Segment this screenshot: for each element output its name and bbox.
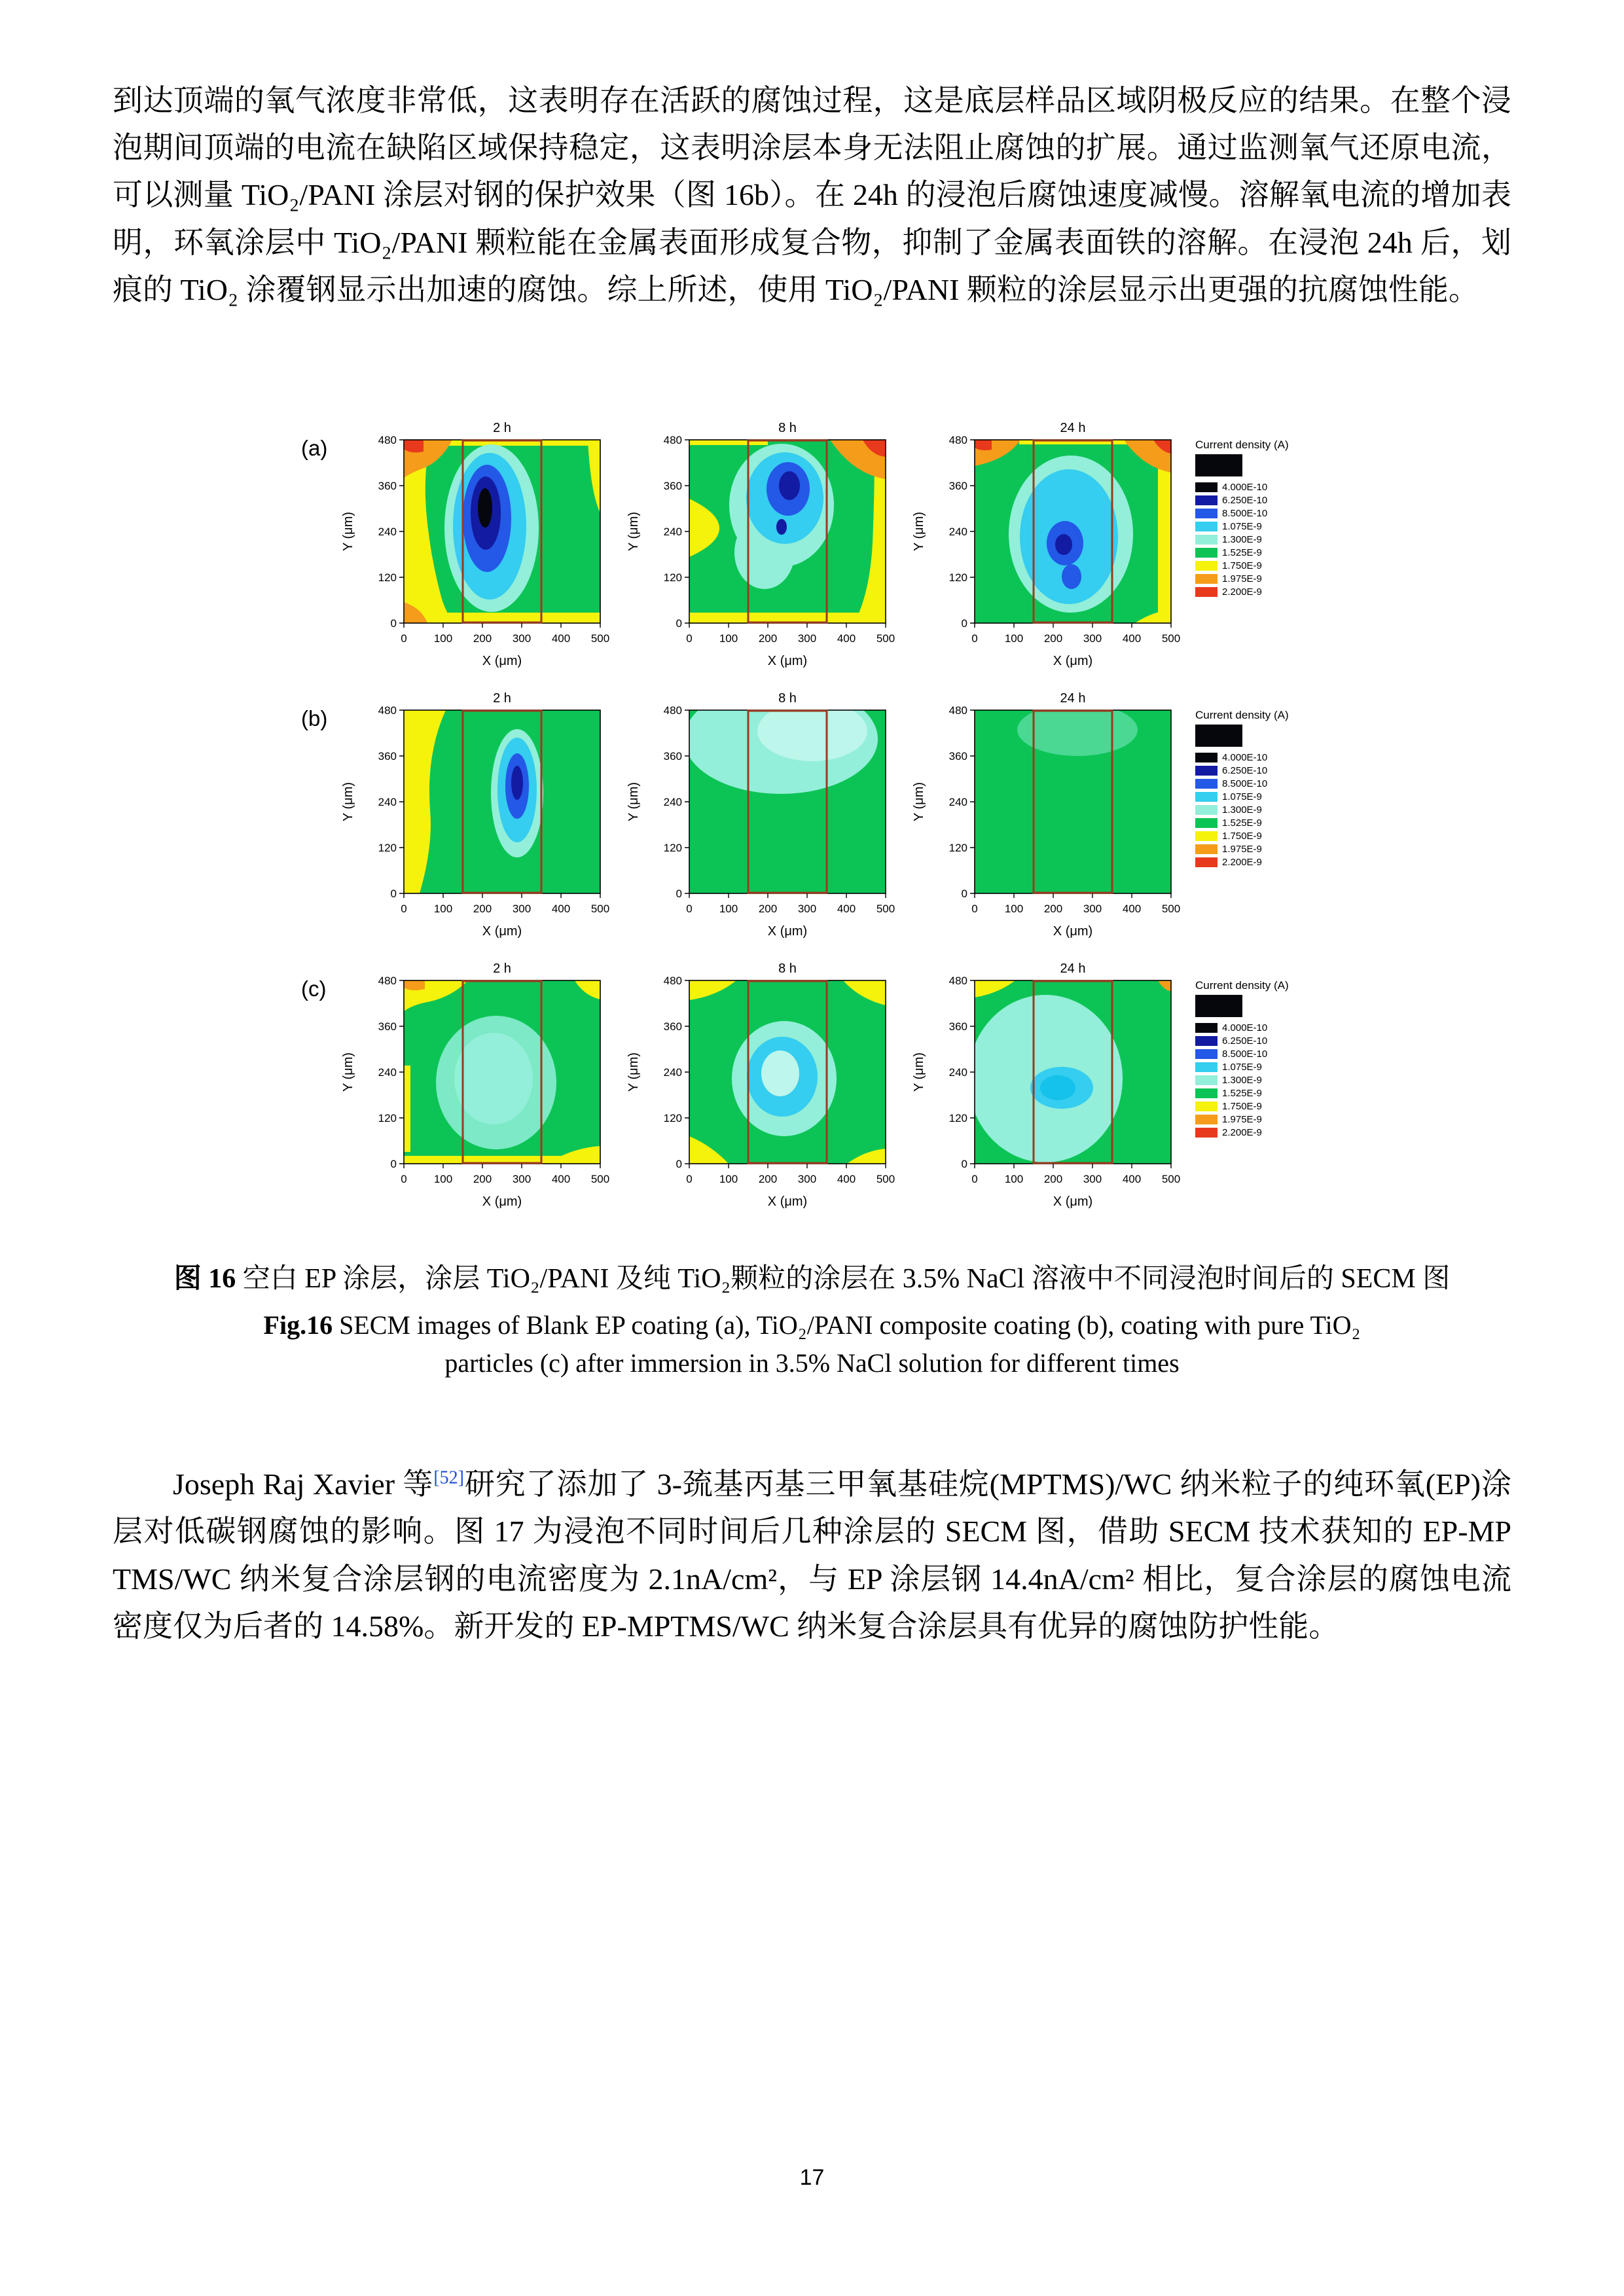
figure-caption-zh [174, 1259, 1450, 1300]
tick-label: 0 [961, 1158, 967, 1171]
legend-swatch [1195, 1088, 1218, 1098]
legend-swatch [1195, 1128, 1218, 1138]
legend-swatch [1195, 818, 1218, 828]
legend-item [1195, 547, 1323, 558]
legend-swatch [1195, 548, 1218, 558]
legend-item [1195, 1114, 1323, 1125]
tick-label: 240 [663, 526, 682, 539]
legend-item [1195, 791, 1323, 802]
legend-swatch [1195, 1102, 1218, 1111]
x-tick-labels [971, 903, 1180, 915]
tick-label: 0 [961, 888, 967, 901]
tick-label: 360 [948, 750, 967, 763]
legend-label: 2.200E-9 [1222, 586, 1262, 598]
legend-item [1195, 508, 1323, 519]
secm-plot-svg [906, 692, 1187, 957]
plot-title: 2 h [493, 422, 511, 436]
tick-label: 360 [663, 750, 682, 763]
tick-label: 500 [1161, 903, 1181, 916]
legend-title: Current density (A) [1195, 439, 1289, 452]
tick-label: 0 [686, 903, 693, 916]
tick-label: 120 [378, 571, 397, 584]
legend-item [1195, 752, 1323, 763]
x-tick-labels [971, 632, 1180, 645]
contour-map [975, 704, 1171, 893]
y-tick-labels [378, 975, 397, 1170]
legend-label: 1.750E-9 [1222, 560, 1262, 572]
tick-label: 480 [663, 704, 682, 717]
legend-title: Current density (A) [1195, 979, 1289, 992]
y-tick-labels [664, 434, 682, 630]
secm-plot-a-24h [906, 422, 1187, 687]
secm-plot-svg [906, 422, 1187, 687]
legend-item [1195, 1049, 1323, 1060]
legend-swatch [1195, 857, 1218, 867]
tick-label: 0 [401, 1173, 407, 1186]
x-tick-labels [686, 632, 895, 645]
row-label-b: (b) [301, 706, 328, 731]
legend-item [1195, 1127, 1323, 1138]
secm-plot-b-24h [906, 692, 1187, 957]
p2-text-rest: 研究了添加了 3-巯基丙基三甲氧基硅烷(MPTMS)/WC 纳米粒子的纯环氧(EP)涂层对低碳钢腐蚀的影响。图 17 为浸泡不同时间后几种涂层的 SECM 图，借助 SECM 技术获知的 EP-MP TMS/WC 纳米复合涂层钢的电流密度为 2.1nA/cm²，与 EP 涂层钢 14.4nA/cm² 相比，复合涂层的腐蚀电流密度仅为后者的 14.58%。新开发的 EP-MPTMS/WC 纳米复合涂层具有优异的腐蚀防护性能。 [113, 1467, 1511, 1643]
tick-label: 400 [551, 1173, 571, 1186]
figure-row-c [301, 962, 1323, 1227]
tick-label: 300 [1083, 1173, 1102, 1186]
tick-label: 200 [473, 903, 492, 916]
tick-label: 120 [378, 842, 397, 855]
legend-label: 1.525E-9 [1222, 817, 1262, 829]
contour-map [404, 980, 600, 1164]
tick-label: 500 [1161, 632, 1181, 645]
y-axis-label: Y (μm) [341, 512, 355, 552]
legend-scale-cap [1195, 454, 1242, 476]
x-axis-label: X (μm) [767, 654, 808, 669]
secm-plot-svg [621, 422, 902, 687]
legend-item [1195, 857, 1323, 868]
tick-label: 240 [663, 1066, 682, 1079]
y-axis-label: Y (μm) [912, 1052, 926, 1092]
x-axis-label: X (μm) [482, 654, 522, 669]
plot-title: 2 h [493, 962, 511, 977]
tick-label: 120 [378, 1112, 397, 1125]
legend-swatch [1195, 779, 1218, 789]
legend-label: 6.250E-10 [1222, 765, 1268, 777]
contour-map [968, 980, 1171, 1164]
page-number: 17 [799, 2165, 825, 2190]
legend-item [1195, 778, 1323, 789]
y-tick-labels [378, 704, 397, 900]
tick-label: 400 [837, 632, 856, 645]
legend-swatch [1195, 482, 1218, 492]
tick-label: 480 [948, 434, 967, 447]
figure-16 [113, 422, 1511, 1382]
tick-label: 0 [401, 632, 407, 645]
figure-caption-en [223, 1306, 1401, 1382]
legend-swatch [1195, 522, 1218, 531]
contour-map [689, 440, 886, 623]
tick-label: 360 [948, 480, 967, 493]
legend-item [1195, 817, 1323, 829]
tick-label: 300 [797, 903, 817, 916]
tick-label: 400 [551, 903, 571, 916]
tick-label: 360 [948, 1020, 967, 1033]
tick-label: 300 [1083, 632, 1102, 645]
legend-item [1195, 482, 1323, 493]
x-axis-label: X (μm) [482, 924, 522, 939]
tick-label: 400 [1122, 632, 1142, 645]
legend-item [1195, 521, 1323, 532]
tick-label: 400 [1122, 903, 1142, 916]
y-axis-label: Y (μm) [341, 782, 355, 822]
contour-map [404, 710, 600, 893]
legend-swatch [1195, 1023, 1218, 1033]
legend-label: 1.300E-9 [1222, 804, 1262, 816]
legend-swatch [1195, 805, 1218, 815]
figure-row-b [301, 692, 1323, 957]
legend-item [1195, 844, 1323, 855]
colorbar-legend [1195, 709, 1323, 870]
legend-label: 1.750E-9 [1222, 1101, 1262, 1113]
x-axis-label: X (μm) [1053, 654, 1093, 669]
plot-title: 8 h [778, 962, 797, 977]
x-tick-labels [401, 903, 609, 915]
legend-label: 1.075E-9 [1222, 1062, 1262, 1073]
y-tick-labels [949, 975, 967, 1170]
colorbar-legend [1195, 439, 1323, 600]
row-label-a: (a) [301, 436, 328, 461]
p2-text-start: Joseph Raj Xavier 等 [173, 1467, 434, 1501]
legend-swatch [1195, 535, 1218, 545]
paragraph-2 [113, 1461, 1511, 1650]
x-axis-label: X (μm) [767, 1194, 808, 1210]
tick-label: 500 [590, 632, 610, 645]
tick-label: 400 [837, 1173, 856, 1186]
legend-label: 2.200E-9 [1222, 857, 1262, 869]
y-tick-labels [664, 704, 682, 900]
tick-label: 0 [676, 617, 682, 630]
legend-swatch [1195, 1036, 1218, 1046]
x-axis-label: X (μm) [1053, 924, 1093, 939]
secm-plot-a-2h [335, 422, 617, 687]
x-axis-label: X (μm) [767, 924, 808, 939]
y-axis-label: Y (μm) [626, 512, 641, 552]
tick-label: 100 [719, 1173, 738, 1186]
tick-label: 120 [663, 571, 682, 584]
colorbar-legend [1195, 979, 1323, 1140]
tick-label: 360 [378, 480, 397, 493]
tick-label: 500 [876, 903, 895, 916]
plot-title: 24 h [1060, 692, 1086, 706]
contour-map [404, 440, 600, 623]
tick-label: 240 [948, 1066, 967, 1079]
x-tick-labels [971, 1173, 1180, 1185]
tick-label: 240 [948, 526, 967, 539]
tick-label: 240 [378, 1066, 397, 1079]
tick-label: 100 [719, 903, 738, 916]
tick-label: 400 [551, 632, 571, 645]
legend-item [1195, 831, 1323, 842]
legend-swatch [1195, 509, 1218, 518]
legend-item [1195, 534, 1323, 545]
caption-en-label: Fig.16 [263, 1310, 333, 1340]
tick-label: 0 [390, 617, 397, 630]
figure-row-a [301, 422, 1323, 687]
legend-label: 4.000E-10 [1222, 752, 1268, 764]
legend-label: 8.500E-10 [1222, 778, 1268, 790]
tick-label: 300 [1083, 903, 1102, 916]
y-tick-labels [949, 434, 967, 630]
tick-label: 500 [1161, 1173, 1181, 1186]
legend-swatch [1195, 495, 1218, 505]
legend-item [1195, 1101, 1323, 1112]
legend-item [1195, 1062, 1323, 1073]
secm-plot-a-8h [621, 422, 902, 687]
legend-label: 1.975E-9 [1222, 844, 1262, 855]
tick-label: 100 [1004, 903, 1024, 916]
tick-label: 120 [948, 571, 967, 584]
y-tick-labels [378, 434, 397, 630]
tick-label: 120 [948, 1112, 967, 1125]
legend-swatch [1195, 1075, 1218, 1085]
x-tick-labels [686, 903, 895, 915]
legend-label: 8.500E-10 [1222, 1049, 1268, 1060]
legend-item [1195, 1075, 1323, 1086]
row-label-c: (c) [301, 977, 327, 1001]
legend-item [1195, 573, 1323, 584]
x-tick-labels [686, 1173, 895, 1185]
legend-swatch [1195, 792, 1218, 802]
legend-label: 6.250E-10 [1222, 495, 1268, 507]
tick-label: 360 [378, 750, 397, 763]
tick-label: 0 [971, 1173, 978, 1186]
secm-plot-c-24h [906, 962, 1187, 1227]
tick-label: 0 [686, 1173, 693, 1186]
tick-label: 200 [758, 903, 778, 916]
tick-label: 400 [1122, 1173, 1142, 1186]
y-axis-label: Y (μm) [626, 1052, 641, 1092]
tick-label: 240 [378, 526, 397, 539]
plot-title: 24 h [1060, 422, 1086, 436]
tick-label: 480 [378, 975, 397, 988]
tick-label: 200 [1043, 632, 1063, 645]
secm-plot-svg [621, 962, 902, 1227]
tick-label: 300 [512, 1173, 532, 1186]
tick-label: 240 [378, 796, 397, 809]
y-axis-label: Y (μm) [626, 782, 641, 822]
secm-plot-c-2h [335, 962, 617, 1227]
tick-label: 100 [1004, 632, 1024, 645]
legend-item [1195, 804, 1323, 816]
x-axis-label: X (μm) [482, 1194, 522, 1210]
legend-swatch [1195, 561, 1218, 571]
tick-label: 100 [433, 1173, 453, 1186]
legend-label: 8.500E-10 [1222, 508, 1268, 520]
tick-label: 0 [971, 903, 978, 916]
x-tick-labels [401, 632, 609, 645]
tick-label: 0 [961, 617, 967, 630]
legend-title: Current density (A) [1195, 709, 1289, 722]
secm-plot-b-8h [621, 692, 902, 957]
tick-label: 200 [758, 632, 778, 645]
y-axis-label: Y (μm) [912, 512, 926, 552]
legend-item [1195, 560, 1323, 571]
legend-label: 4.000E-10 [1222, 482, 1268, 493]
tick-label: 300 [512, 632, 532, 645]
legend-swatch [1195, 766, 1218, 776]
caption-zh-text: 空白 EP 涂层，涂层 TiO₂/PANI 及纯 TiO₂颗粒的涂层在 3.5% NaCl 溶液中不同浸泡时间后的 SECM 图 [236, 1264, 1451, 1295]
tick-label: 0 [686, 632, 693, 645]
secm-plot-b-2h [335, 692, 617, 957]
tick-label: 200 [1043, 1173, 1063, 1186]
legend-swatch [1195, 844, 1218, 854]
tick-label: 100 [433, 632, 453, 645]
plot-title: 8 h [778, 692, 797, 706]
tick-label: 240 [948, 796, 967, 809]
tick-label: 0 [390, 1158, 397, 1171]
legend-label: 1.075E-9 [1222, 791, 1262, 803]
y-axis-label: Y (μm) [912, 782, 926, 822]
tick-label: 120 [663, 842, 682, 855]
tick-label: 100 [1004, 1173, 1024, 1186]
legend-label: 1.975E-9 [1222, 573, 1262, 585]
paragraph-1: 到达顶端的氧气浓度非常低，这表明存在活跃的腐蚀过程，这是底层样品区域阴极反应的结果。在整个浸泡期间顶端的电流在缺陷区域保持稳定，这表明涂层本身无法阻止腐蚀的扩展。通过监测氧气还原电流，可以测量 TiO₂/PANI 涂层对钢的保护效果（图 16b）。在 24h 的浸泡后腐蚀速度减慢。溶解氧电流的增加表明，环氧涂层中 TiO₂/PANI 颗粒能在金属表面形成复合物，抑制了金属表面铁的溶解。在浸泡 24h 后，划痕的 TiO₂ 涂覆钢显示出加速的腐蚀。综上所述，使用 TiO₂/PANI 颗粒的涂层显示出更强的抗腐蚀性能。 [113, 84, 1511, 306]
tick-label: 360 [663, 480, 682, 493]
tick-label: 0 [676, 1158, 682, 1171]
legend-item [1195, 1088, 1323, 1099]
tick-label: 0 [676, 888, 682, 901]
secm-plot-svg [335, 962, 617, 1227]
tick-label: 300 [512, 903, 532, 916]
plot-title: 2 h [493, 692, 511, 706]
legend-swatch [1195, 753, 1218, 762]
tick-label: 120 [663, 1112, 682, 1125]
legend-swatch [1195, 1115, 1218, 1124]
legend-swatch [1195, 574, 1218, 584]
tick-label: 360 [378, 1020, 397, 1033]
secm-plot-svg [621, 692, 902, 957]
citation-52-link[interactable]: [52] [433, 1467, 464, 1488]
tick-label: 200 [758, 1173, 778, 1186]
tick-label: 480 [378, 434, 397, 447]
caption-en-text: SECM images of Blank EP coating (a), TiO₂/PANI composite coating (b), coating with pure TiO₂ particles (c) after immersion in 3.5% NaCl solution for different times [333, 1310, 1361, 1378]
tick-label: 480 [948, 704, 967, 717]
tick-label: 0 [390, 888, 397, 901]
legend-swatch [1195, 587, 1218, 597]
legend-item [1195, 586, 1323, 598]
legend-swatch [1195, 1062, 1218, 1072]
y-tick-labels [949, 704, 967, 900]
legend-label: 1.750E-9 [1222, 831, 1262, 842]
x-tick-labels [401, 1173, 609, 1185]
legend-label: 1.300E-9 [1222, 534, 1262, 546]
legend-scale-cap [1195, 995, 1242, 1017]
tick-label: 0 [971, 632, 978, 645]
tick-label: 480 [663, 975, 682, 988]
legend-label: 1.525E-9 [1222, 547, 1262, 559]
legend-label: 1.525E-9 [1222, 1088, 1262, 1100]
legend-swatch [1195, 1049, 1218, 1059]
contour-map [684, 692, 886, 893]
tick-label: 480 [663, 434, 682, 447]
tick-label: 500 [590, 903, 610, 916]
secm-plot-svg [906, 962, 1187, 1227]
legend-scale-cap [1195, 725, 1242, 747]
tick-label: 100 [433, 903, 453, 916]
tick-label: 480 [948, 975, 967, 988]
tick-label: 200 [1043, 903, 1063, 916]
tick-label: 500 [876, 632, 895, 645]
legend-item [1195, 1022, 1323, 1033]
contour-map [975, 440, 1171, 623]
legend-label: 1.975E-9 [1222, 1114, 1262, 1126]
tick-label: 300 [797, 1173, 817, 1186]
plot-title: 8 h [778, 422, 797, 436]
caption-zh-label: 图 16 [173, 1264, 236, 1295]
tick-label: 300 [797, 632, 817, 645]
y-axis-label: Y (μm) [341, 1052, 355, 1092]
tick-label: 0 [401, 903, 407, 916]
tick-label: 120 [948, 842, 967, 855]
contour-map [689, 980, 886, 1164]
page-content [113, 77, 1511, 1650]
legend-label: 1.300E-9 [1222, 1075, 1262, 1086]
tick-label: 100 [719, 632, 738, 645]
y-tick-labels [664, 975, 682, 1170]
tick-label: 200 [473, 632, 492, 645]
tick-label: 500 [876, 1173, 895, 1186]
legend-swatch [1195, 831, 1218, 841]
tick-label: 480 [378, 704, 397, 717]
legend-label: 1.075E-9 [1222, 521, 1262, 533]
x-axis-label: X (μm) [1053, 1194, 1093, 1210]
secm-plot-svg [335, 692, 617, 957]
legend-item [1195, 495, 1323, 506]
tick-label: 200 [473, 1173, 492, 1186]
tick-label: 240 [663, 796, 682, 809]
legend-label: 4.000E-10 [1222, 1022, 1268, 1034]
secm-plot-c-8h [621, 962, 902, 1227]
tick-label: 360 [663, 1020, 682, 1033]
legend-item [1195, 1035, 1323, 1047]
legend-item [1195, 765, 1323, 776]
plot-title: 24 h [1060, 962, 1086, 977]
tick-label: 500 [590, 1173, 610, 1186]
tick-label: 400 [837, 903, 856, 916]
legend-label: 6.250E-10 [1222, 1035, 1268, 1047]
legend-label: 2.200E-9 [1222, 1127, 1262, 1139]
secm-plot-svg [335, 422, 617, 687]
